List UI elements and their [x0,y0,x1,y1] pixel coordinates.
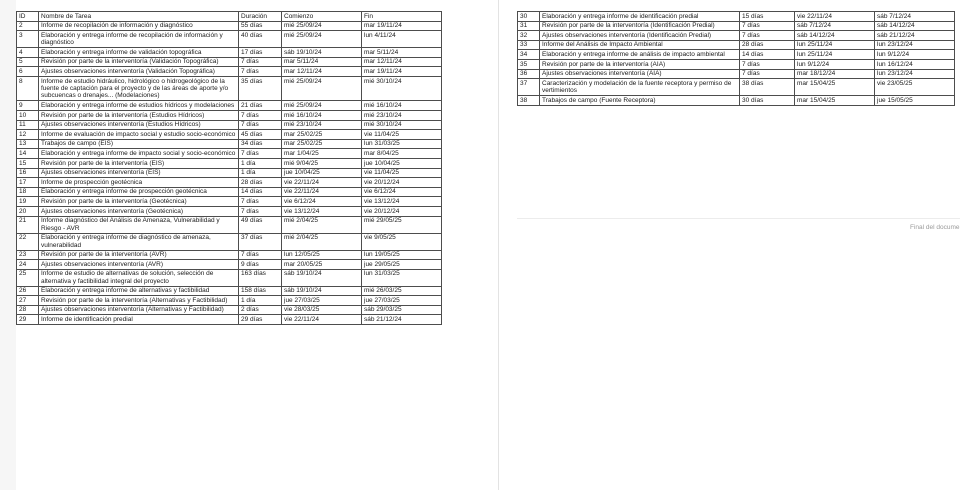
cell-start: lun 25/11/24 [795,50,875,60]
cell-id: 16 [17,168,39,178]
cell-duration: 28 días [239,178,282,188]
cell-id: 25 [17,269,39,286]
cell-id: 15 [17,158,39,168]
cell-duration: 49 días [239,216,282,233]
cell-end: vie 23/05/25 [875,79,955,96]
cell-end: vie 20/12/24 [362,178,442,188]
cell-id: 32 [518,31,540,41]
table-row [518,96,955,106]
cell-duration: 7 días [239,197,282,207]
cell-start: sáb 19/10/24 [282,286,362,296]
cell-id: 33 [518,40,540,50]
cell-id: 10 [17,110,39,120]
cell-start: sáb 19/10/24 [282,48,362,58]
cell-task-name: Trabajos de campo (EIS) [39,139,239,149]
cell-end: jue 29/05/25 [362,260,442,270]
cell-duration: 45 días [239,130,282,140]
cell-start: mar 18/12/24 [795,69,875,79]
cell-task-name: Trabajos de campo (Fuente Receptora) [540,96,740,106]
cell-id: 5 [17,57,39,67]
page-margin [0,0,16,490]
cell-id: 30 [518,12,540,22]
cell-start: mar 12/11/24 [282,67,362,77]
table-row [17,168,442,178]
table-row [17,21,442,31]
cell-id: 19 [17,197,39,207]
cell-id: 29 [17,315,39,325]
cell-task-name: Informe de identificación predial [39,315,239,325]
table-row [17,57,442,67]
cell-task-name: Elaboración y entrega informe de validación topográfica [39,48,239,58]
table-row [17,315,442,325]
table-row [17,305,442,315]
cell-task-name: Revisión por parte de la interventoría (Alternativas y Factibilidad) [39,296,239,306]
cell-start: mié 25/09/24 [282,31,362,48]
cell-task-name: Elaboración y entrega informe de alternativas y factibilidad [39,286,239,296]
cell-start: mar 25/02/25 [282,130,362,140]
cell-task-name: Elaboración y entrega informe de análisis de impacto ambiental [540,50,740,60]
cell-duration: 40 días [239,31,282,48]
table-row [518,40,955,50]
cell-duration: 7 días [239,110,282,120]
cell-duration: 30 días [740,96,795,106]
cell-id: 2 [17,21,39,31]
cell-start: mié 2/04/25 [282,216,362,233]
cell-id: 14 [17,149,39,159]
cell-task-name: Informe de recopilación de información y diagnóstico [39,21,239,31]
column-header-end: Fin [362,12,442,22]
task-table-left-body [17,21,442,324]
task-table-right-body [518,12,955,106]
cell-end: mié 16/10/24 [362,101,442,111]
cell-duration: 163 días [239,269,282,286]
cell-start: mar 20/05/25 [282,260,362,270]
cell-end: vie 9/05/25 [362,233,442,250]
cell-task-name: Elaboración y entrega informe de identificación predial [540,12,740,22]
cell-id: 28 [17,305,39,315]
cell-task-name: Revisión por parte de la interventoría (Estudios Hídricos) [39,110,239,120]
cell-end: sáb 29/03/25 [362,305,442,315]
table-row [518,12,955,22]
table-row [17,67,442,77]
cell-end: sáb 21/12/24 [875,31,955,41]
cell-task-name: Ajustes observaciones interventoría (Geotécnica) [39,206,239,216]
cell-end: lun 4/11/24 [362,31,442,48]
cell-task-name: Revisión por parte de la interventoría (Geotécnica) [39,197,239,207]
cell-task-name: Ajustes observaciones interventoría (Estudios Hídricos) [39,120,239,130]
cell-end: vie 6/12/24 [362,187,442,197]
cell-task-name: Revisión por parte de la interventoría (Identificación Predial) [540,21,740,31]
cell-task-name: Revisión por parte de la interventoría (Validación Topográfica) [39,57,239,67]
cell-duration: 14 días [740,50,795,60]
cell-duration: 7 días [740,21,795,31]
column-header-duration: Duración [239,12,282,22]
table-row [17,286,442,296]
table-row [17,233,442,250]
cell-duration: 7 días [239,250,282,260]
cell-id: 34 [518,50,540,60]
cell-start: vie 22/11/24 [282,187,362,197]
cell-duration: 1 día [239,296,282,306]
table-row [17,120,442,130]
cell-duration: 14 días [239,187,282,197]
cell-id: 36 [518,69,540,79]
cell-start: sáb 19/10/24 [282,269,362,286]
cell-end: mié 26/03/25 [362,286,442,296]
table-row [518,79,955,96]
column-header-id: ID [17,12,39,22]
cell-task-name: Elaboración y entrega informe de estudios hídricos y modelaciones [39,101,239,111]
cell-task-name: Informe diagnóstico del Análisis de Amenaza, Vulnerabilidad y Riesgo - AVR [39,216,239,233]
cell-start: sáb 7/12/24 [795,21,875,31]
cell-start: mié 25/09/24 [282,101,362,111]
cell-duration: 7 días [239,149,282,159]
cell-start: mar 15/04/25 [795,96,875,106]
cell-task-name: Revisión por parte de la interventoría (EIS) [39,158,239,168]
cell-start: vie 22/11/24 [282,178,362,188]
cell-task-name: Ajustes observaciones interventoría (AVR) [39,260,239,270]
cell-start: lun 9/12/24 [795,59,875,69]
cell-id: 13 [17,139,39,149]
cell-task-name: Informe de estudio de alternativas de solución, selección de alternativa y factibilidad integral del proyecto [39,269,239,286]
cell-start: mar 25/02/25 [282,139,362,149]
table-row [518,31,955,41]
cell-start: lun 12/05/25 [282,250,362,260]
cell-task-name: Informe de prospección geotécnica [39,178,239,188]
cell-id: 23 [17,250,39,260]
cell-end: lun 9/12/24 [875,50,955,60]
cell-end: lun 19/05/25 [362,250,442,260]
table-row [518,21,955,31]
cell-task-name: Ajustes observaciones interventoría (Validación Topográfica) [39,67,239,77]
cell-task-name: Ajustes observaciones interventoría (EIS) [39,168,239,178]
cell-start: jue 27/03/25 [282,296,362,306]
cell-id: 4 [17,48,39,58]
cell-task-name: Elaboración y entrega informe de diagnóstico de amenaza, vulnerabilidad [39,233,239,250]
column-header-task-name: Nombre de Tarea [39,12,239,22]
table-row [17,296,442,306]
cell-end: lun 31/03/25 [362,269,442,286]
cell-task-name: Elaboración y entrega informe de impacto social y socio-económico [39,149,239,159]
cell-task-name: Ajustes observaciones interventoría (Alternativas y Factibilidad) [39,305,239,315]
cell-duration: 158 días [239,286,282,296]
cell-duration: 38 días [740,79,795,96]
table-row [17,260,442,270]
cell-task-name: Informe de estudio hidráulico, hidrológico o hidrogeológico de la fuente de captación para el proyecto y de las áreas de aporte y/o subcuencas o drenajes... (Modelaciones) [39,76,239,100]
cell-end: sáb 21/12/24 [362,315,442,325]
table-row [17,101,442,111]
cell-end: jue 15/05/25 [875,96,955,106]
table-row [17,31,442,48]
cell-duration: 7 días [740,31,795,41]
cell-end: jue 27/03/25 [362,296,442,306]
cell-start: mar 5/11/24 [282,57,362,67]
cell-task-name: Informe de evaluación de impacto social y estudio socio-económico [39,130,239,140]
cell-start: vie 13/12/24 [282,206,362,216]
cell-end: vie 11/04/25 [362,130,442,140]
cell-start: mar 1/04/25 [282,149,362,159]
cell-start: jue 10/04/25 [282,168,362,178]
cell-duration: 37 días [239,233,282,250]
cell-task-name: Elaboración y entrega informe de prospección geotécnica [39,187,239,197]
cell-start: vie 22/11/24 [282,315,362,325]
cell-duration: 1 día [239,158,282,168]
cell-duration: 7 días [239,57,282,67]
cell-id: 11 [17,120,39,130]
cell-end: mar 19/11/24 [362,67,442,77]
cell-end: mar 8/04/25 [362,149,442,159]
cell-id: 20 [17,206,39,216]
table-header-row [17,12,442,22]
cell-start: mié 23/10/24 [282,120,362,130]
table-row [518,69,955,79]
cell-duration: 29 días [239,315,282,325]
cell-id: 17 [17,178,39,188]
cell-duration: 9 días [239,260,282,270]
page-divider [517,218,960,219]
table-row [17,130,442,140]
cell-id: 35 [518,59,540,69]
cell-id: 26 [17,286,39,296]
cell-end: vie 20/12/24 [362,206,442,216]
table-row [17,206,442,216]
table-row [17,250,442,260]
cell-start: mié 9/04/25 [282,158,362,168]
cell-end: lun 23/12/24 [875,69,955,79]
table-row [17,76,442,100]
end-of-document-label: Final del docume [910,224,960,231]
cell-end: lun 16/12/24 [875,59,955,69]
cell-duration: 34 días [239,139,282,149]
cell-duration: 2 días [239,305,282,315]
table-row [17,158,442,168]
cell-end: mar 19/11/24 [362,21,442,31]
cell-id: 9 [17,101,39,111]
cell-duration: 15 días [740,12,795,22]
cell-task-name: Elaboración y entrega informe de recopilación de información y diagnóstico [39,31,239,48]
cell-end: mié 30/10/24 [362,76,442,100]
cell-start: mié 16/10/24 [282,110,362,120]
cell-id: 12 [17,130,39,140]
task-table-right [517,11,955,106]
cell-task-name: Revisión por parte de la interventoría (AVR) [39,250,239,260]
cell-end: mié 23/10/24 [362,110,442,120]
cell-id: 24 [17,260,39,270]
cell-end: jue 10/04/25 [362,158,442,168]
table-row [518,59,955,69]
cell-start: mié 25/09/24 [282,21,362,31]
cell-end: sáb 7/12/24 [875,12,955,22]
table-row [17,139,442,149]
cell-end: sáb 14/12/24 [875,21,955,31]
cell-id: 8 [17,76,39,100]
table-row [17,269,442,286]
cell-id: 31 [518,21,540,31]
cell-id: 37 [518,79,540,96]
cell-duration: 55 días [239,21,282,31]
cell-start: sáb 14/12/24 [795,31,875,41]
cell-task-name: Ajustes observaciones interventoría (Identificación Predial) [540,31,740,41]
cell-duration: 1 día [239,168,282,178]
cell-duration: 7 días [239,120,282,130]
cell-end: vie 13/12/24 [362,197,442,207]
cell-duration: 7 días [239,206,282,216]
cell-start: mar 15/04/25 [795,79,875,96]
cell-task-name: Caracterización y modelación de la fuente receptora y permiso de vertimientos [540,79,740,96]
cell-start: vie 22/11/24 [795,12,875,22]
cell-end: mar 5/11/24 [362,48,442,58]
task-table-left [16,11,442,325]
table-row [17,178,442,188]
cell-start: vie 6/12/24 [282,197,362,207]
cell-id: 38 [518,96,540,106]
cell-duration: 21 días [239,101,282,111]
cell-end: mié 29/05/25 [362,216,442,233]
cell-duration: 17 días [239,48,282,58]
cell-duration: 35 días [239,76,282,100]
cell-end: mar 12/11/24 [362,57,442,67]
cell-start: vie 28/03/25 [282,305,362,315]
cell-id: 18 [17,187,39,197]
cell-task-name: Informe del Análisis de Impacto Ambiental [540,40,740,50]
table-row [17,216,442,233]
cell-id: 6 [17,67,39,77]
table-row [17,187,442,197]
cell-end: lun 23/12/24 [875,40,955,50]
cell-end: vie 11/04/25 [362,168,442,178]
cell-task-name: Revisión por parte de la interventoría (AIA) [540,59,740,69]
cell-duration: 7 días [740,59,795,69]
cell-id: 27 [17,296,39,306]
cell-duration: 7 días [239,67,282,77]
cell-id: 21 [17,216,39,233]
cell-id: 22 [17,233,39,250]
cell-start: lun 25/11/24 [795,40,875,50]
cell-end: lun 31/03/25 [362,139,442,149]
cell-duration: 7 días [740,69,795,79]
cell-end: mié 30/10/24 [362,120,442,130]
table-row [17,197,442,207]
cell-start: mié 25/09/24 [282,76,362,100]
cell-duration: 28 días [740,40,795,50]
table-row [17,110,442,120]
table-row [518,50,955,60]
column-header-start: Comienzo [282,12,362,22]
cell-task-name: Ajustes observaciones interventoría (AIA) [540,69,740,79]
table-row [17,48,442,58]
table-row [17,149,442,159]
cell-id: 3 [17,31,39,48]
cell-start: mié 2/04/25 [282,233,362,250]
